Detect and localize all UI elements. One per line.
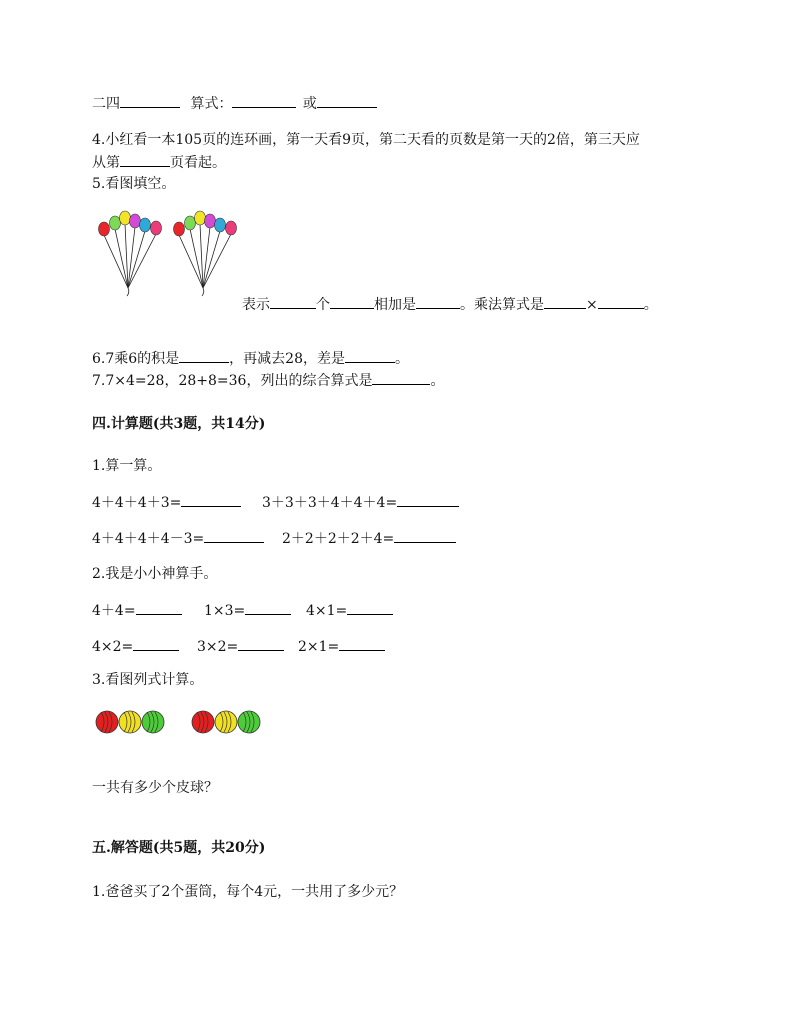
q5-text-represent: 表示 [242, 297, 270, 313]
question-7 [92, 370, 444, 391]
answer-blank[interactable] [270, 294, 316, 309]
q5-text-sum: 相加是 [374, 297, 416, 313]
section-4-p2-title: 2.我是小小神算手。 [92, 566, 218, 582]
answer-blank[interactable] [136, 600, 182, 615]
expr-5: 4＋4= [92, 603, 136, 619]
section-5-heading: 五.解答题(共5题，共20分) [92, 840, 266, 856]
balls-image [94, 708, 269, 738]
section-4-p3-title: 3.看图列式计算。 [92, 672, 204, 688]
answer-blank[interactable] [133, 636, 179, 651]
answer-blank[interactable] [204, 528, 264, 543]
balloon-bunch [174, 211, 237, 296]
question-5-title: 5.看图填空。 [92, 176, 176, 192]
answer-blank[interactable] [245, 600, 291, 615]
ball [238, 711, 260, 733]
balloon-string [128, 227, 135, 288]
answer-blank[interactable] [120, 93, 180, 108]
q7-text-b: 。 [430, 373, 445, 389]
expr-1: 4＋4＋4＋3= [92, 495, 182, 511]
balloon-bunches-image [90, 210, 250, 300]
q5-period: 。 [643, 297, 658, 313]
answer-blank[interactable] [598, 294, 644, 309]
expr-9: 3×2= [197, 639, 239, 655]
ball [215, 711, 237, 733]
answer-blank[interactable] [345, 348, 395, 363]
expr-6: 1×3= [204, 603, 246, 619]
ball [119, 711, 141, 733]
answer-blank[interactable] [120, 152, 170, 167]
answer-blank[interactable] [238, 636, 284, 651]
answer-blank[interactable] [397, 492, 459, 507]
balls-question: 一共有多少个皮球？ [92, 780, 218, 796]
answer-blank[interactable] [179, 348, 229, 363]
section-5-p1: 1.爸爸买了2个蛋筒，每个4元，一共用了多少元？ [92, 884, 404, 900]
balloon [110, 216, 121, 230]
question-5-fill-line [242, 294, 658, 315]
expr-2: 3＋3＋3＋4＋4＋4= [262, 495, 398, 511]
balloon-string [104, 235, 128, 288]
q6-text-b: ，再减去28，差是 [229, 351, 345, 367]
expr-3: 4＋4＋4＋4－3= [92, 531, 205, 547]
balloon-string [115, 229, 128, 288]
label-or: 或 [302, 96, 317, 112]
balloon [130, 214, 141, 228]
balloon-string [190, 229, 203, 288]
label-ersi: 二四 [92, 96, 120, 112]
ball [192, 711, 214, 733]
ball-group [192, 711, 260, 733]
q6-text-c: 。 [395, 351, 409, 367]
ball-group [96, 711, 164, 733]
balloon-knot [127, 288, 129, 296]
question-6 [92, 348, 409, 369]
answer-blank[interactable] [317, 93, 377, 108]
answer-blank[interactable] [347, 600, 393, 615]
q5-text-mult: 。乘法算式是 [460, 297, 544, 313]
expr-8: 4×2= [92, 639, 134, 655]
ball [142, 711, 164, 733]
fill-line-top [92, 93, 377, 114]
balloon-string [125, 224, 128, 288]
q4-text-a: 从第 [92, 155, 120, 171]
answer-blank[interactable] [394, 528, 456, 543]
balloon [140, 218, 151, 232]
expr-10: 2×1= [298, 639, 340, 655]
balloon [195, 211, 206, 225]
balloon-knot [202, 288, 204, 296]
q5-times-sign: × [586, 297, 598, 313]
q6-text-a: 6.7乘6的积是 [92, 351, 180, 367]
answer-blank[interactable] [232, 93, 296, 108]
question-4-line1: 4.小红看一本105页的连环画，第一天看9页，第二天看的页数是第一天的2倍，第三天应 [92, 132, 640, 148]
balloon-bunch [99, 211, 162, 296]
answer-blank[interactable] [181, 492, 241, 507]
balloon [215, 218, 226, 232]
answer-blank[interactable] [416, 294, 460, 309]
balloon [151, 221, 162, 235]
balloon [226, 221, 237, 235]
balloon-string [200, 224, 203, 288]
q5-text-ge: 个 [316, 297, 330, 313]
answer-blank[interactable] [544, 294, 586, 309]
expr-7: 4×1= [306, 603, 348, 619]
answer-blank[interactable] [330, 294, 374, 309]
balloon-string [179, 235, 203, 288]
question-4-line2 [92, 152, 226, 173]
label-formula: 算式： [190, 96, 233, 112]
section-4-heading: 四.计算题(共3题，共14分) [92, 416, 266, 432]
balloon-string [203, 227, 210, 288]
balloon [99, 222, 110, 236]
ball [96, 711, 118, 733]
balloon [120, 211, 131, 225]
q4-text-b: 页看起。 [170, 155, 226, 171]
q7-text-a: 7.7×4=28，28+8=36，列出的综合算式是 [92, 373, 373, 389]
balloon [185, 216, 196, 230]
section-4-p1-title: 1.算一算。 [92, 458, 162, 474]
answer-blank[interactable] [372, 370, 430, 385]
balloon [205, 214, 216, 228]
answer-blank[interactable] [339, 636, 385, 651]
balloon [174, 222, 185, 236]
expr-4: 2＋2＋2＋2＋4= [282, 531, 395, 547]
